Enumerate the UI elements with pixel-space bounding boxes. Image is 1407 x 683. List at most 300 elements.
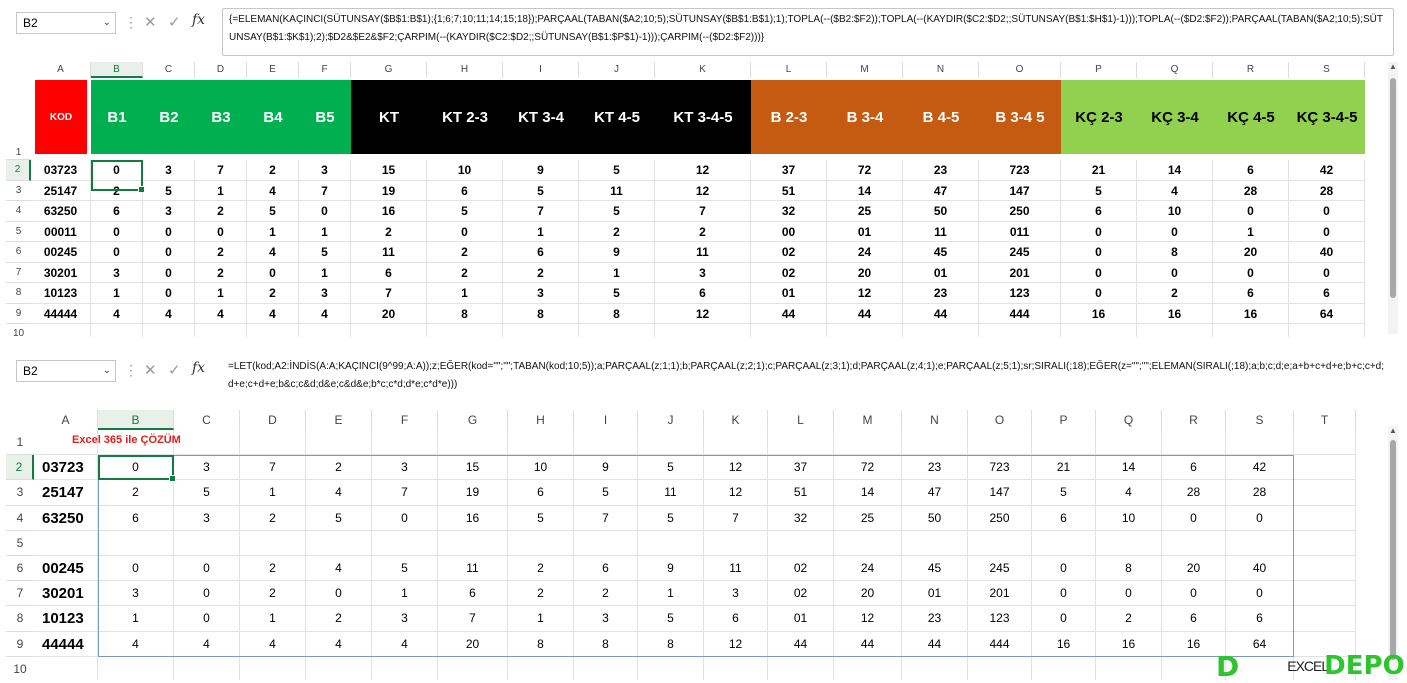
cell-C4[interactable]: 3 xyxy=(143,201,195,222)
cell-S6[interactable]: 40 xyxy=(1289,242,1365,263)
column-header-I[interactable]: I xyxy=(574,410,638,430)
cell-R1[interactable] xyxy=(1162,430,1226,455)
column-header-K[interactable]: K xyxy=(655,62,751,78)
column-header-O[interactable]: O xyxy=(979,62,1061,78)
cell-Q4[interactable]: 10 xyxy=(1137,201,1213,222)
cell-D2[interactable]: 7 xyxy=(240,455,306,480)
cell-A3[interactable]: 25147 xyxy=(34,480,98,505)
cell-H10[interactable] xyxy=(508,657,574,680)
cell-G3[interactable]: 19 xyxy=(351,181,427,202)
cell-H4[interactable]: 5 xyxy=(508,506,574,531)
cell-M3[interactable]: 14 xyxy=(827,181,903,202)
cell-L5[interactable]: 00 xyxy=(751,222,827,243)
cell-M4[interactable]: 25 xyxy=(827,201,903,222)
cell-F1[interactable] xyxy=(372,430,438,455)
cell-I4[interactable]: 7 xyxy=(503,201,579,222)
cell-F10[interactable] xyxy=(299,324,351,337)
row-header-5[interactable]: 5 xyxy=(6,222,31,243)
cell-K7[interactable]: 3 xyxy=(704,581,768,606)
cell-K10[interactable] xyxy=(655,324,751,337)
cell-J9[interactable]: 8 xyxy=(638,632,704,657)
cell-Q10[interactable] xyxy=(1096,657,1162,680)
cell-M6[interactable]: 24 xyxy=(827,242,903,263)
cell-J10[interactable] xyxy=(579,324,655,337)
cell-G1[interactable] xyxy=(438,430,508,455)
cell-M9[interactable]: 44 xyxy=(827,304,903,325)
cell-F9[interactable]: 4 xyxy=(299,304,351,325)
cell-N10[interactable] xyxy=(902,657,968,680)
cell-P6[interactable]: 0 xyxy=(1061,242,1137,263)
column-header-N[interactable]: N xyxy=(903,62,979,78)
cell-M2[interactable]: 72 xyxy=(827,160,903,181)
cell-M6[interactable]: 24 xyxy=(834,556,902,581)
cell-G4[interactable]: 16 xyxy=(351,201,427,222)
cell-Q9[interactable]: 16 xyxy=(1137,304,1213,325)
cell-Q6[interactable]: 8 xyxy=(1096,556,1162,581)
cell-H8[interactable]: 1 xyxy=(508,606,574,631)
cell-S4[interactable]: 0 xyxy=(1226,506,1294,531)
cell-G10[interactable] xyxy=(438,657,508,680)
cell-O8[interactable]: 123 xyxy=(968,606,1032,631)
cell-D3[interactable]: 1 xyxy=(240,480,306,505)
chevron-down-icon[interactable]: ⌄ xyxy=(102,17,111,28)
cell-B8[interactable]: 1 xyxy=(98,606,174,631)
cell-S5[interactable]: 0 xyxy=(1289,222,1365,243)
cell-L2[interactable]: 37 xyxy=(768,455,834,480)
cell-T8[interactable] xyxy=(1294,606,1356,631)
cell-O2[interactable]: 723 xyxy=(968,455,1032,480)
cell-P5[interactable] xyxy=(1032,531,1096,556)
cell-O4[interactable]: 250 xyxy=(968,506,1032,531)
cell-D7[interactable]: 2 xyxy=(195,263,247,284)
cell-F5[interactable] xyxy=(372,531,438,556)
cell-N4[interactable]: 50 xyxy=(903,201,979,222)
cell-K8[interactable]: 6 xyxy=(655,283,751,304)
cell-B4[interactable]: 6 xyxy=(98,506,174,531)
cell-G4[interactable]: 16 xyxy=(438,506,508,531)
column-header-E[interactable]: E xyxy=(247,62,299,78)
cell-D3[interactable]: 1 xyxy=(195,181,247,202)
cell-B3[interactable]: 2 xyxy=(98,480,174,505)
cell-T3[interactable] xyxy=(1294,480,1356,505)
cell-L3[interactable]: 51 xyxy=(751,181,827,202)
cell-O7[interactable]: 201 xyxy=(968,581,1032,606)
cell-Q3[interactable]: 4 xyxy=(1137,181,1213,202)
cell-H8[interactable]: 1 xyxy=(427,283,503,304)
cell-D10[interactable] xyxy=(240,657,306,680)
cell-Q2[interactable]: 14 xyxy=(1137,160,1213,181)
cell-E3[interactable]: 4 xyxy=(247,181,299,202)
cell-J5[interactable]: 2 xyxy=(579,222,655,243)
cell-F3[interactable]: 7 xyxy=(372,480,438,505)
cell-S6[interactable]: 40 xyxy=(1226,556,1294,581)
row-header-4[interactable]: 4 xyxy=(6,506,34,531)
cell-B10[interactable] xyxy=(98,657,174,680)
cell-A5[interactable]: 00011 xyxy=(31,222,91,243)
cell-O5[interactable]: 011 xyxy=(979,222,1061,243)
cell-A2[interactable]: 03723 xyxy=(34,455,98,480)
cell-C8[interactable]: 0 xyxy=(143,283,195,304)
cell-O3[interactable]: 147 xyxy=(979,181,1061,202)
column-header-N[interactable]: N xyxy=(902,410,968,430)
cell-H4[interactable]: 5 xyxy=(427,201,503,222)
cell-G6[interactable]: 11 xyxy=(351,242,427,263)
cell-K6[interactable]: 11 xyxy=(655,242,751,263)
column-header-A[interactable]: A xyxy=(31,62,91,78)
cell-K2[interactable]: 12 xyxy=(704,455,768,480)
cell-C1[interactable] xyxy=(174,430,240,455)
cell-J4[interactable]: 5 xyxy=(579,201,655,222)
column-header-P[interactable]: P xyxy=(1032,410,1096,430)
column-header-G[interactable]: G xyxy=(438,410,508,430)
row-header-4[interactable]: 4 xyxy=(6,201,31,222)
cell-F2[interactable]: 3 xyxy=(299,160,351,181)
cell-R2[interactable]: 6 xyxy=(1162,455,1226,480)
cell-R10[interactable] xyxy=(1213,324,1289,337)
cell-I10[interactable] xyxy=(503,324,579,337)
cell-R2[interactable]: 6 xyxy=(1213,160,1289,181)
cell-F4[interactable]: 0 xyxy=(299,201,351,222)
cell-C6[interactable]: 0 xyxy=(143,242,195,263)
cell-F5[interactable]: 1 xyxy=(299,222,351,243)
cell-D6[interactable]: 2 xyxy=(195,242,247,263)
cell-K3[interactable]: 12 xyxy=(655,181,751,202)
cell-A8[interactable]: 10123 xyxy=(31,283,91,304)
cell-E4[interactable]: 5 xyxy=(247,201,299,222)
cell-I6[interactable]: 6 xyxy=(503,242,579,263)
column-header-Q[interactable]: Q xyxy=(1137,62,1213,78)
column-header-L[interactable]: L xyxy=(768,410,834,430)
cell-C9[interactable]: 4 xyxy=(143,304,195,325)
cell-C5[interactable]: 0 xyxy=(143,222,195,243)
cell-D4[interactable]: 2 xyxy=(195,201,247,222)
insert-function-icon[interactable]: fx xyxy=(192,360,206,376)
column-header-R[interactable]: R xyxy=(1213,62,1289,78)
cell-K7[interactable]: 3 xyxy=(655,263,751,284)
cell-L6[interactable]: 02 xyxy=(768,556,834,581)
cell-K8[interactable]: 6 xyxy=(704,606,768,631)
cell-P7[interactable]: 0 xyxy=(1061,263,1137,284)
cell-A3[interactable]: 25147 xyxy=(31,181,91,202)
cell-H2[interactable]: 10 xyxy=(427,160,503,181)
cell-J4[interactable]: 5 xyxy=(638,506,704,531)
row-header-3[interactable]: 3 xyxy=(6,181,31,202)
cell-B10[interactable] xyxy=(91,324,143,337)
cell-R3[interactable]: 28 xyxy=(1213,181,1289,202)
cell-L6[interactable]: 02 xyxy=(751,242,827,263)
row-header-2[interactable]: 2 xyxy=(6,455,34,480)
cell-K9[interactable]: 12 xyxy=(704,632,768,657)
column-header-H[interactable]: H xyxy=(427,62,503,78)
cell-O6[interactable]: 245 xyxy=(968,556,1032,581)
cell-H6[interactable]: 2 xyxy=(508,556,574,581)
cell-B9[interactable]: 4 xyxy=(98,632,174,657)
cell-N7[interactable]: 01 xyxy=(903,263,979,284)
cell-T6[interactable] xyxy=(1294,556,1356,581)
cell-E9[interactable]: 4 xyxy=(247,304,299,325)
cell-D9[interactable]: 4 xyxy=(240,632,306,657)
cell-R8[interactable]: 6 xyxy=(1162,606,1226,631)
cell-A4[interactable]: 63250 xyxy=(31,201,91,222)
name-box[interactable] xyxy=(16,360,116,382)
cell-R5[interactable] xyxy=(1162,531,1226,556)
formula-input[interactable]: {=ELEMAN(KAÇINCI(SÜTUNSAY($B$1:B$1);{1;6;7;10;11;14;15;18});PARÇAAL(TABAN($A2;10;5);SÜTUNSAY($B$1:B$1);1);TOPLA(--($B2:$F2));TOPLA(--(KAYDIR($C2:$D2;;SÜTUNSAY(B$1:$H$1)-1)));TOPLA(--($D2:$F2));PARÇAAL(TABAN($A2;10;5);SÜTUNSAY(B$1:$K$1);2);$D2&$E2&$F2;ÇARPIM(--(KAYDIR($C2:$D2;;SÜTUNSAY(B$1:$P$1)-1)));ÇARPIM(--($D2:$F2)))} xyxy=(222,8,1394,56)
cell-T4[interactable] xyxy=(1294,506,1356,531)
cell-D2[interactable]: 7 xyxy=(195,160,247,181)
cell-S3[interactable]: 28 xyxy=(1289,181,1365,202)
cell-E8[interactable]: 2 xyxy=(306,606,372,631)
cell-L8[interactable]: 01 xyxy=(768,606,834,631)
cell-P2[interactable]: 21 xyxy=(1032,455,1096,480)
cell-L1[interactable] xyxy=(768,430,834,455)
cell-P10[interactable] xyxy=(1061,324,1137,337)
cell-F7[interactable]: 1 xyxy=(299,263,351,284)
cell-E5[interactable]: 1 xyxy=(247,222,299,243)
column-header-H[interactable]: H xyxy=(508,410,574,430)
cell-Q7[interactable]: 0 xyxy=(1096,581,1162,606)
cell-L9[interactable]: 44 xyxy=(751,304,827,325)
cell-N3[interactable]: 47 xyxy=(902,480,968,505)
cell-N2[interactable]: 23 xyxy=(903,160,979,181)
cell-P8[interactable]: 0 xyxy=(1032,606,1096,631)
cell-A6[interactable]: 00245 xyxy=(31,242,91,263)
cell-M2[interactable]: 72 xyxy=(834,455,902,480)
vertical-scrollbar[interactable] xyxy=(1388,62,1398,334)
row-header-1[interactable]: 1 xyxy=(6,430,34,455)
cell-D5[interactable] xyxy=(240,531,306,556)
cell-B8[interactable]: 1 xyxy=(91,283,143,304)
cell-C3[interactable]: 5 xyxy=(174,480,240,505)
cell-J2[interactable]: 5 xyxy=(579,160,655,181)
cell-C6[interactable]: 0 xyxy=(174,556,240,581)
cell-R8[interactable]: 6 xyxy=(1213,283,1289,304)
cell-I3[interactable]: 5 xyxy=(574,480,638,505)
row-header-10[interactable]: 10 xyxy=(6,324,31,337)
cell-S8[interactable]: 6 xyxy=(1289,283,1365,304)
row-header-1[interactable]: 1 xyxy=(6,78,31,160)
cell-O9[interactable]: 444 xyxy=(968,632,1032,657)
cell-C2[interactable]: 3 xyxy=(174,455,240,480)
row-header-9[interactable]: 9 xyxy=(6,304,31,325)
cell-O9[interactable]: 444 xyxy=(979,304,1061,325)
cell-E4[interactable]: 5 xyxy=(306,506,372,531)
row-header-10[interactable]: 10 xyxy=(6,657,34,680)
column-header-Q[interactable]: Q xyxy=(1096,410,1162,430)
row-header-9[interactable]: 9 xyxy=(6,632,34,657)
cell-N8[interactable]: 23 xyxy=(903,283,979,304)
cell-P10[interactable] xyxy=(1032,657,1096,680)
cell-G9[interactable]: 20 xyxy=(351,304,427,325)
cell-G7[interactable]: 6 xyxy=(351,263,427,284)
cell-D10[interactable] xyxy=(195,324,247,337)
row-header-8[interactable]: 8 xyxy=(6,283,31,304)
cell-S5[interactable] xyxy=(1226,531,1294,556)
column-header-F[interactable]: F xyxy=(372,410,438,430)
column-header-R[interactable]: R xyxy=(1162,410,1226,430)
cell-N10[interactable] xyxy=(903,324,979,337)
cell-D9[interactable]: 4 xyxy=(195,304,247,325)
cell-S9[interactable]: 64 xyxy=(1226,632,1294,657)
cell-M7[interactable]: 20 xyxy=(827,263,903,284)
cell-L10[interactable] xyxy=(751,324,827,337)
cancel-icon[interactable]: ✕ xyxy=(144,14,157,31)
cell-O2[interactable]: 723 xyxy=(979,160,1061,181)
row-header-7[interactable]: 7 xyxy=(6,581,34,606)
cell-N1[interactable] xyxy=(902,430,968,455)
cell-I4[interactable]: 7 xyxy=(574,506,638,531)
cell-B9[interactable]: 4 xyxy=(91,304,143,325)
cell-E1[interactable] xyxy=(306,430,372,455)
cell-N5[interactable] xyxy=(902,531,968,556)
cell-F10[interactable] xyxy=(372,657,438,680)
cell-P3[interactable]: 5 xyxy=(1061,181,1137,202)
cell-P4[interactable]: 6 xyxy=(1061,201,1137,222)
cell-J3[interactable]: 11 xyxy=(579,181,655,202)
cell-E10[interactable] xyxy=(247,324,299,337)
cell-B7[interactable]: 3 xyxy=(91,263,143,284)
cell-O10[interactable] xyxy=(979,324,1061,337)
cell-O4[interactable]: 250 xyxy=(979,201,1061,222)
row-header-5[interactable]: 5 xyxy=(6,531,34,556)
cell-G5[interactable]: 2 xyxy=(351,222,427,243)
cell-I3[interactable]: 5 xyxy=(503,181,579,202)
formula-input[interactable]: =LET(kod;A2:İNDİS(A:A;KAÇINCI(9^99;A:A));z;EĞER(kod="";"";TABAN(kod;10;5));a;PARÇAAL(z;1;1);b;PARÇAAL(z;2;1);c;PARÇAAL(z;3;1);d;PARÇAAL(z;4;1);e;PARÇAAL(z;5;1);sr;SIRALI(;18);EĞER(z="";"";ELEMAN(SIRALI(;18);a;b;c;d;e;a+b+c+d+e;b+c;c+d;d+e;c+d+e;b&c;c&d;d&e;c&d&e;b*c;c*d;d*e;c*d*e))) xyxy=(222,356,1394,402)
column-header-P[interactable]: P xyxy=(1061,62,1137,78)
cell-D7[interactable]: 2 xyxy=(240,581,306,606)
cell-P8[interactable]: 0 xyxy=(1061,283,1137,304)
cell-P9[interactable]: 16 xyxy=(1061,304,1137,325)
cell-J10[interactable] xyxy=(638,657,704,680)
cell-G9[interactable]: 20 xyxy=(438,632,508,657)
cell-B6[interactable]: 0 xyxy=(98,556,174,581)
cell-F9[interactable]: 4 xyxy=(372,632,438,657)
cell-S7[interactable]: 0 xyxy=(1226,581,1294,606)
cell-S2[interactable]: 42 xyxy=(1226,455,1294,480)
cell-O3[interactable]: 147 xyxy=(968,480,1032,505)
cell-N8[interactable]: 23 xyxy=(902,606,968,631)
cell-C9[interactable]: 4 xyxy=(174,632,240,657)
column-header-C[interactable]: C xyxy=(174,410,240,430)
cell-R9[interactable]: 16 xyxy=(1162,632,1226,657)
cell-M3[interactable]: 14 xyxy=(834,480,902,505)
cell-D1[interactable] xyxy=(240,430,306,455)
insert-function-icon[interactable]: fx xyxy=(192,12,206,28)
cell-I7[interactable]: 2 xyxy=(574,581,638,606)
cell-R5[interactable]: 1 xyxy=(1213,222,1289,243)
cell-G8[interactable]: 7 xyxy=(438,606,508,631)
cell-R9[interactable]: 16 xyxy=(1213,304,1289,325)
column-header-J[interactable]: J xyxy=(579,62,655,78)
cell-K4[interactable]: 7 xyxy=(704,506,768,531)
cell-H5[interactable] xyxy=(508,531,574,556)
cell-N4[interactable]: 50 xyxy=(902,506,968,531)
cell-J6[interactable]: 9 xyxy=(638,556,704,581)
cell-O6[interactable]: 245 xyxy=(979,242,1061,263)
cell-L9[interactable]: 44 xyxy=(768,632,834,657)
cell-G2[interactable]: 15 xyxy=(351,160,427,181)
cell-K3[interactable]: 12 xyxy=(704,480,768,505)
cell-S1[interactable] xyxy=(1226,430,1294,455)
cell-I6[interactable]: 6 xyxy=(574,556,638,581)
cell-C3[interactable]: 5 xyxy=(143,181,195,202)
name-box[interactable] xyxy=(16,12,116,34)
cell-S2[interactable]: 42 xyxy=(1289,160,1365,181)
row-header-8[interactable]: 8 xyxy=(6,606,34,631)
column-header-B[interactable]: B xyxy=(91,62,143,78)
column-header-S[interactable]: S xyxy=(1289,62,1365,78)
cell-B6[interactable]: 0 xyxy=(91,242,143,263)
cell-D8[interactable]: 1 xyxy=(195,283,247,304)
column-header-A[interactable]: A xyxy=(34,410,98,430)
row-header-3[interactable]: 3 xyxy=(6,480,34,505)
cell-T7[interactable] xyxy=(1294,581,1356,606)
cell-L10[interactable] xyxy=(768,657,834,680)
cell-O8[interactable]: 123 xyxy=(979,283,1061,304)
cell-M7[interactable]: 20 xyxy=(834,581,902,606)
cell-E8[interactable]: 2 xyxy=(247,283,299,304)
cell-E2[interactable]: 2 xyxy=(306,455,372,480)
column-header-C[interactable]: C xyxy=(143,62,195,78)
cell-O1[interactable] xyxy=(968,430,1032,455)
cell-K5[interactable] xyxy=(704,531,768,556)
cell-A2[interactable]: 03723 xyxy=(31,160,91,181)
cell-A5[interactable] xyxy=(34,531,98,556)
row-header-2[interactable]: 2 xyxy=(6,160,31,181)
cell-Q5[interactable]: 0 xyxy=(1137,222,1213,243)
cell-G3[interactable]: 19 xyxy=(438,480,508,505)
cell-M8[interactable]: 12 xyxy=(827,283,903,304)
cell-J9[interactable]: 8 xyxy=(579,304,655,325)
cell-N7[interactable]: 01 xyxy=(902,581,968,606)
cell-H7[interactable]: 2 xyxy=(427,263,503,284)
cell-L2[interactable]: 37 xyxy=(751,160,827,181)
cell-K6[interactable]: 11 xyxy=(704,556,768,581)
row-header-7[interactable]: 7 xyxy=(6,263,31,284)
cell-P1[interactable] xyxy=(1032,430,1096,455)
cell-M9[interactable]: 44 xyxy=(834,632,902,657)
cell-P3[interactable]: 5 xyxy=(1032,480,1096,505)
scroll-up-icon[interactable]: ▲ xyxy=(1389,62,1397,71)
cell-E6[interactable]: 4 xyxy=(247,242,299,263)
row-header-6[interactable]: 6 xyxy=(6,242,31,263)
cell-I5[interactable] xyxy=(574,531,638,556)
cell-R3[interactable]: 28 xyxy=(1162,480,1226,505)
scrollbar-thumb[interactable] xyxy=(1390,440,1396,660)
cell-F3[interactable]: 7 xyxy=(299,181,351,202)
cell-K2[interactable]: 12 xyxy=(655,160,751,181)
cell-L3[interactable]: 51 xyxy=(768,480,834,505)
cell-T1[interactable] xyxy=(1294,430,1356,455)
column-header-K[interactable]: K xyxy=(704,410,768,430)
cell-C4[interactable]: 3 xyxy=(174,506,240,531)
cell-L7[interactable]: 02 xyxy=(751,263,827,284)
cell-R6[interactable]: 20 xyxy=(1162,556,1226,581)
cell-C10[interactable] xyxy=(174,657,240,680)
cell-I8[interactable]: 3 xyxy=(574,606,638,631)
cell-E3[interactable]: 4 xyxy=(306,480,372,505)
cell-N5[interactable]: 11 xyxy=(903,222,979,243)
cell-J6[interactable]: 9 xyxy=(579,242,655,263)
column-header-G[interactable]: G xyxy=(351,62,427,78)
column-header-J[interactable]: J xyxy=(638,410,704,430)
cell-H2[interactable]: 10 xyxy=(508,455,574,480)
vertical-scrollbar[interactable] xyxy=(1388,426,1398,680)
cell-M5[interactable] xyxy=(834,531,902,556)
row-header-6[interactable]: 6 xyxy=(6,556,34,581)
cell-D6[interactable]: 2 xyxy=(240,556,306,581)
cell-H9[interactable]: 8 xyxy=(427,304,503,325)
worksheet-grid[interactable] xyxy=(6,410,1406,680)
